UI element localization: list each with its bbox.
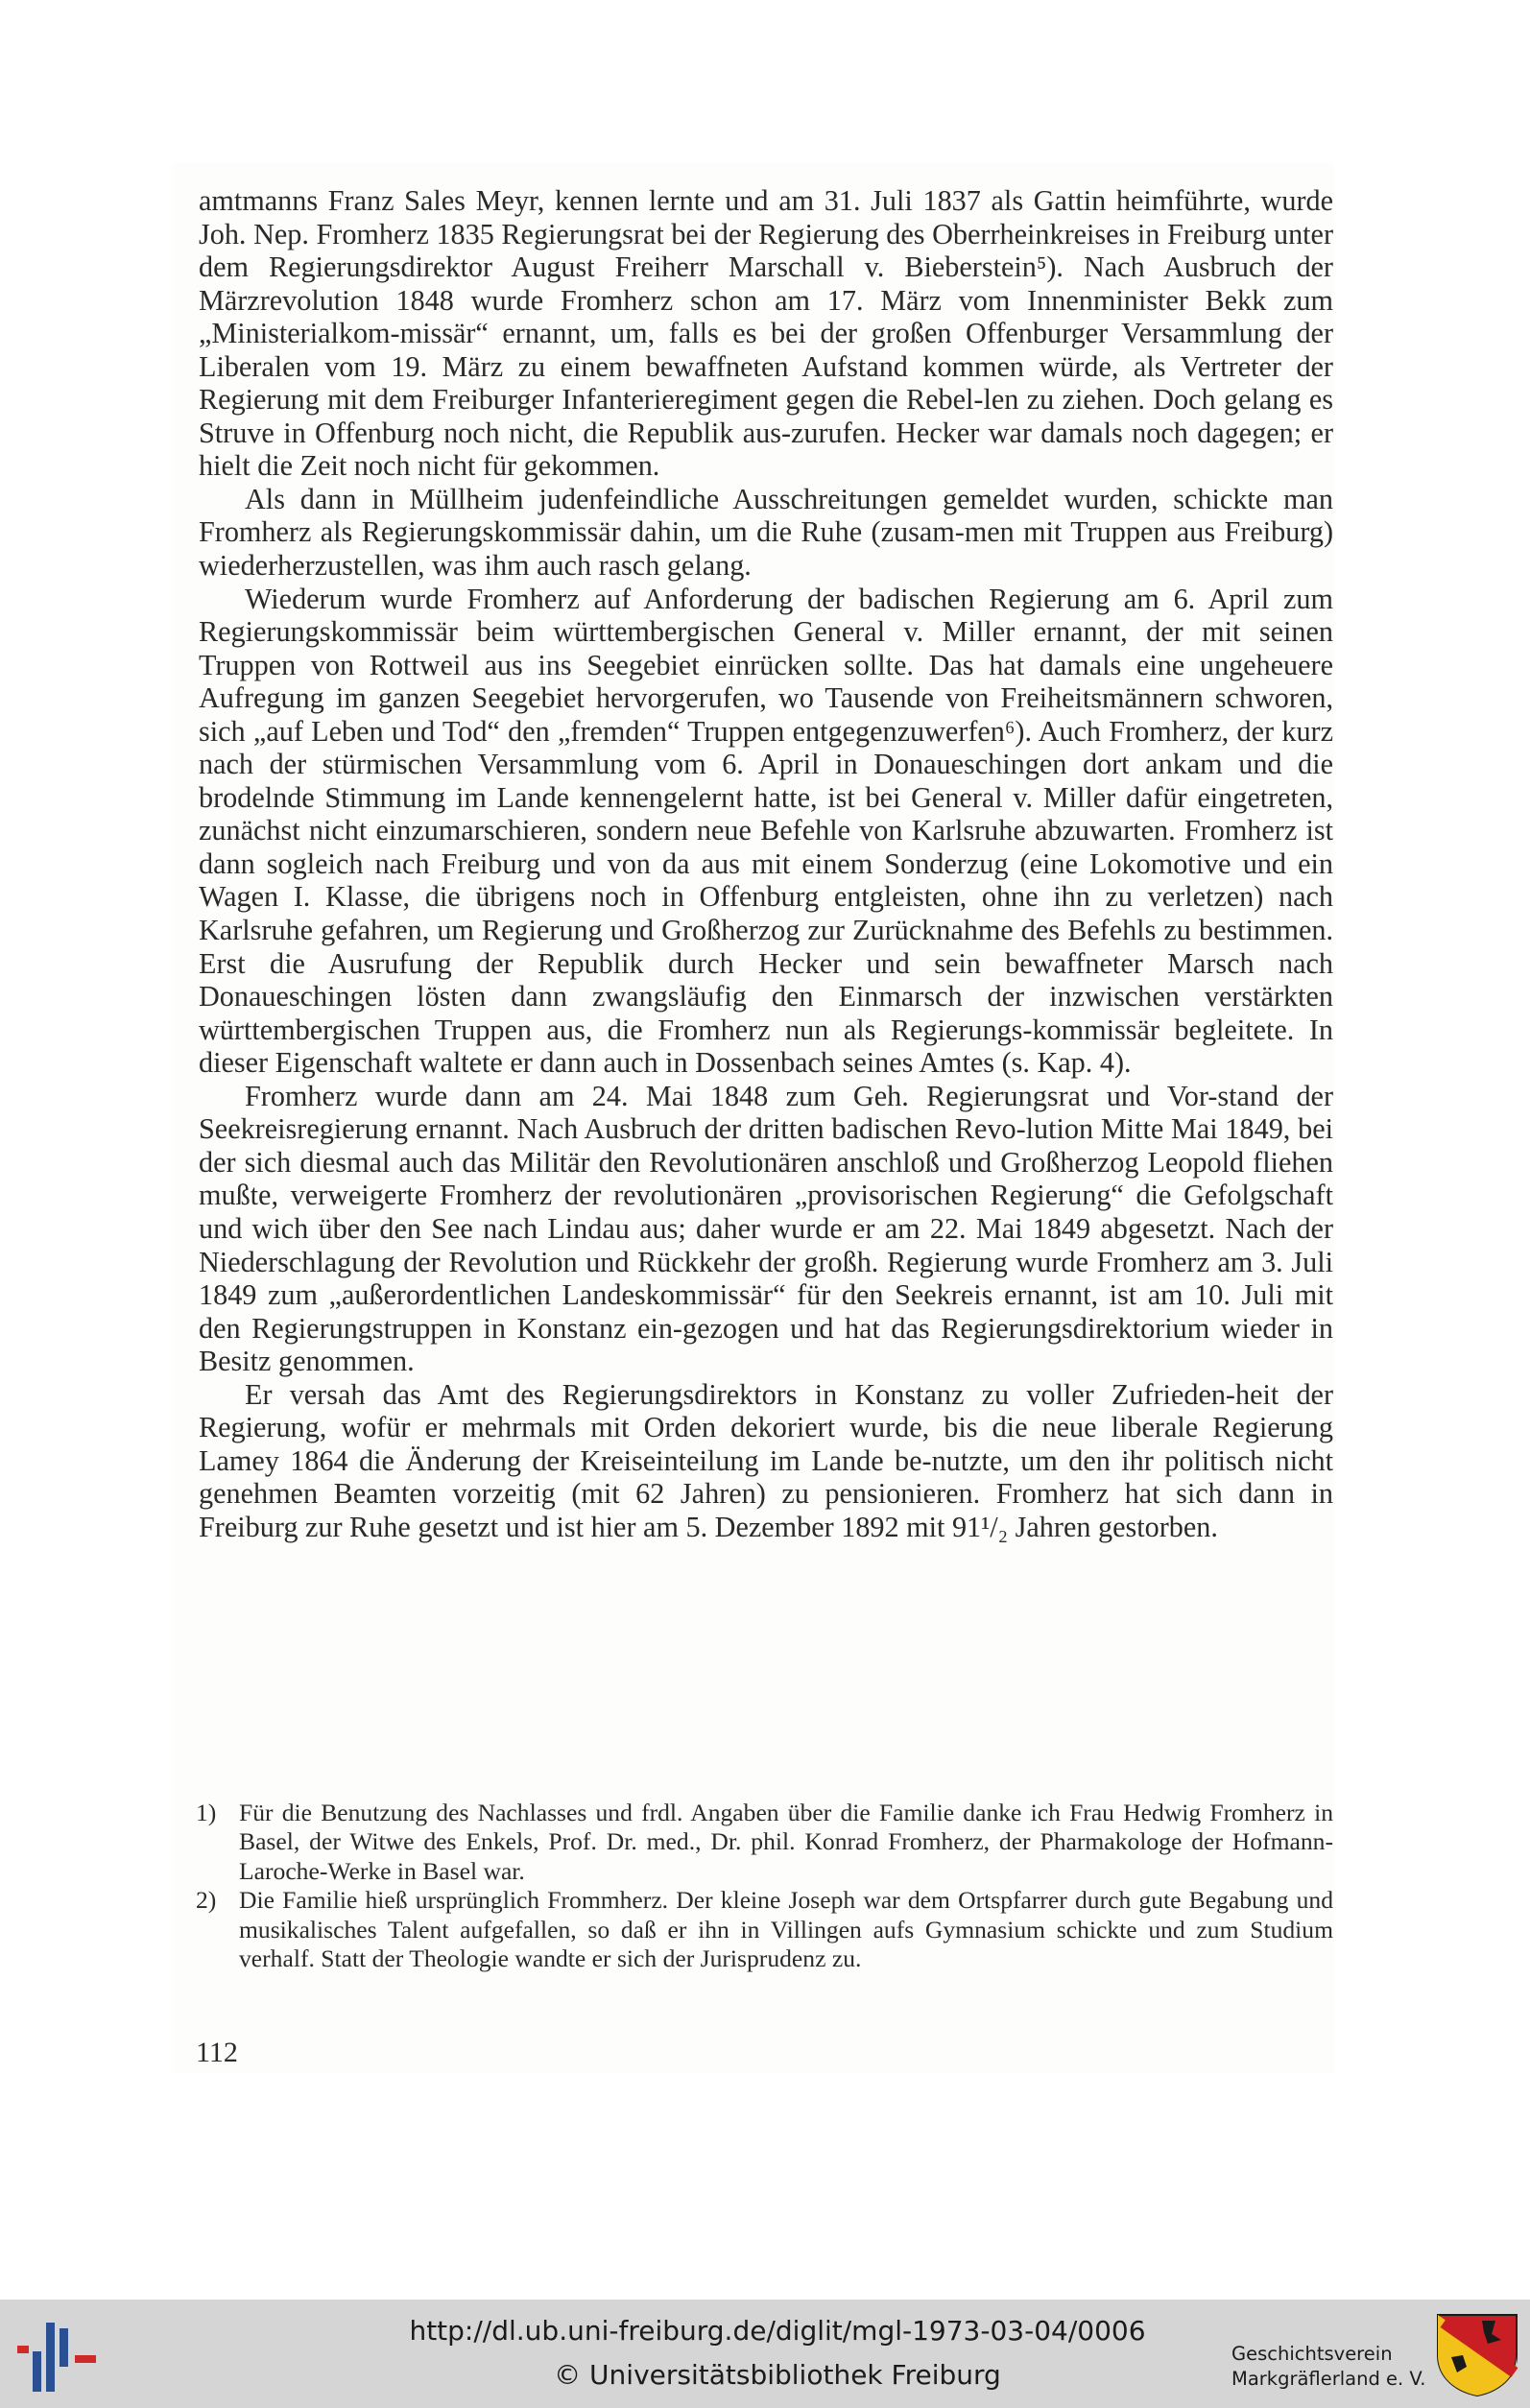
- paragraph: Fromherz wurde dann am 24. Mai 1848 zum Geh. Regierungsrat und Vor-stand der Seekreisregierung ernannt. Nach Ausbruch der dritten badischen Revo-lution Mitte Mai 1849, bei der sich diesmal auch das Militär den Revolutionären anschloß und Großherzog Leopold fliehen mußte, verweigerte Fromherz der revolutionären „provisorischen Regierung“ die Gefolgschaft und wich über den See nach Lindau aus; daher wurde er am 22. Mai 1849 abgesetzt. Nach der Niederschlagung der Revolution und Rückkehr der großh. Regierung wurde Fromherz am 3. Juli 1849 zum „außerordentlichen Landeskommissär“ für den Seekreis ernannt, ist am 10. Juli mit den Regierungstruppen in Konstanz ein-gezogen und hat das Regierungsdirektorium wieder in Besitz genommen.: [199, 1079, 1333, 1378]
- ub-freiburg-logo-icon[interactable]: [17, 2319, 99, 2396]
- geschichtsverein-coat-of-arms-icon[interactable]: [1434, 2311, 1520, 2397]
- footnotes: [196, 1799, 1333, 1973]
- footer-bar: [0, 2300, 1530, 2408]
- footnote-text: Für die Benutzung des Nachlasses und frdl. Angaben über die Familie danke ich Frau Hedwig Fromherz in Basel, der Witwe des Enkels, Prof. Dr. med., Dr. phil. Konrad Fromherz, der Pharmakologe der Hofmann-Laroche-Werke in Basel war.: [239, 1799, 1333, 1885]
- paragraph: Als dann in Müllheim judenfeindliche Ausschreitungen gemeldet wurden, schickte man Fromherz als Regierungskommissär dahin, um die Ruhe (zusam-men mit Truppen aus Freiburg) wiederherzustellen, was ihm auch rasch gelang.: [199, 482, 1333, 583]
- footnote-number: 1): [196, 1799, 217, 1826]
- document-url-link[interactable]: http://dl.ub.uni-freiburg.de/diglit/mgl-1973-03-04/0006: [409, 2315, 1146, 2347]
- copyright-text: © Universitätsbibliothek Freiburg: [554, 2359, 1001, 2391]
- footnote-number: 2): [196, 1886, 217, 1915]
- society-name-line: Geschichtsverein: [1231, 2343, 1393, 2365]
- paragraph: Wiederum wurde Fromherz auf Anforderung der badischen Regierung am 6. April zum Regierungskommissär beim württembergischen General v. Miller ernannt, der mit seinen Truppen von Rottweil aus ins Seegebiet einrücken sollte. Das hat damals eine ungeheuere Aufregung im ganzen Seegebiet hervorgerufen, wo Tausende von Freiheitsmännern schworen, sich „auf Leben und Tod“ den „fremden“ Truppen entgegenzuwerfen⁶). Auch Fromherz, der kurz nach der stürmischen Versammlung vom 6. April in Donaueschingen dort ankam und die brodelnde Stimmung im Lande kennengelernt hatte, ist bei General v. Miller dafür eingetreten, zunächst nicht einzumarschieren, sondern neue Befehle von Karlsruhe abzuwarten. Fromherz ist dann sogleich nach Freiburg und von da aus mit einem Sonderzug (eine Lokomotive und ein Wagen I. Klasse, die übrigens noch in Offenburg entgleisten, ohne ihn zu verletzen) nach Karlsruhe gefahren, um Regierung und Großherzog zur Zurücknahme des Befehls zu bestimmen. Erst die Ausrufung der Republik durch Hecker und sein bewaffneter Marsch nach Donaueschingen lösten dann zwangsläufig den Einmarsch der inzwischen verstärkten württembergischen Truppen aus, die Fromherz nun als Regierungs-kommissär begleitete. In dieser Eigenschaft waltete er dann auch in Dossenbach seines Amtes (s. Kap. 4).: [199, 582, 1333, 1080]
- society-name-line: Markgräflerland e. V.: [1231, 2368, 1426, 2390]
- footnote-text: Die Familie hieß ursprünglich Frommherz. Der kleine Joseph war dem Ortspfarrer durch gute Begabung und musikalisches Talent aufgefallen, so daß er ihn in Villingen aufs Gymnasium schickte und zum Studium verhalf. Statt der Theologie wandte er sich der Jurisprudenz zu.: [239, 1886, 1333, 1973]
- body-text: [199, 184, 1333, 1543]
- paragraph: amtmanns Franz Sales Meyr, kennen lernte und am 31. Juli 1837 als Gattin heimführte, wurde Joh. Nep. Fromherz 1835 Regierungsrat bei der Regierung des Oberrheinkreises in Freiburg unter dem Regierungsdirektor August Freiherr Marschall v. Bieberstein⁵). Nach Ausbruch der Märzrevolution 1848 wurde Fromherz schon am 17. März vom Innenminister Bekk zum „Ministerialkom-missär“ ernannt, um, falls es bei der großen Offenburger Versammlung der Liberalen vom 19. März zu einem bewaffneten Aufstand kommen würde, als Vertreter der Regierung mit dem Freiburger Infanterieregiment gegen die Rebel-len zu ziehen. Doch gelang es Struve in Offenburg noch nicht, die Republik aus-zurufen. Hecker war damals noch dagegen; er hielt die Zeit noch nicht für gekommen.: [199, 184, 1333, 483]
- page-number: 112: [196, 2037, 238, 2068]
- society-name: [1231, 2342, 1425, 2392]
- footnote: [196, 1799, 1333, 1886]
- paragraph: Er versah das Amt des Regierungsdirektors in Konstanz zu voller Zufrieden-heit der Regierung, wofür er mehrmals mit Orden dekoriert wurde, bis die neue liberale Regierung Lamey 1864 die Änderung der Kreiseinteilung im Lande be-nutzte, um den ihr politisch nicht genehmen Beamten vorzeitig (mit 62 Jahren) zu pensionieren. Fromherz hat sich dann in Freiburg zur Ruhe gesetzt und ist hier am 5. Dezember 1892 mit 91¹/₂ Jahren gestorben.: [199, 1377, 1333, 1543]
- footnote: [196, 1886, 1333, 1973]
